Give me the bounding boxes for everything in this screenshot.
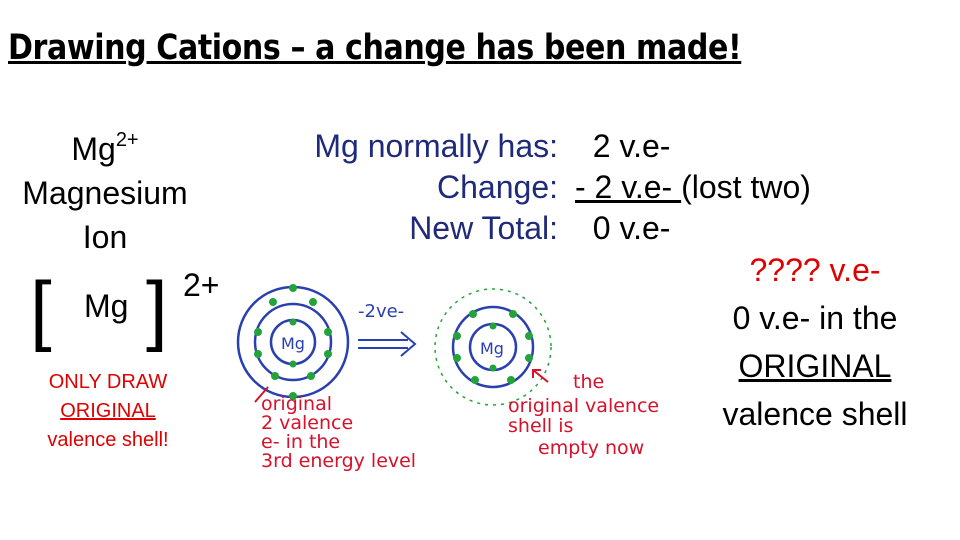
label-change: Change: xyxy=(437,169,558,205)
value-normal: 2 v.e- xyxy=(592,128,671,164)
answer-line4: valence shell xyxy=(722,396,908,432)
svg-text:empty now: empty now xyxy=(538,437,645,459)
svg-text:2 valence: 2 valence xyxy=(261,412,354,434)
svg-text:original valence: original valence xyxy=(508,395,660,417)
label-normal: Mg normally has: xyxy=(314,128,558,164)
bracket-symbol: Mg xyxy=(84,288,129,324)
svg-text:Mg: Mg xyxy=(281,334,305,353)
svg-text:original: original xyxy=(261,393,333,415)
value-change: - 2 v.e- (lost two) xyxy=(575,169,811,205)
ion-symbol: $Mg^{2+}$ xyxy=(71,129,139,167)
handdrawn-diagram xyxy=(233,272,678,472)
answer-line1: ???? v.e- xyxy=(749,252,881,288)
ion-kind: Ion xyxy=(82,219,128,255)
ion-name: Magnesium xyxy=(22,175,188,211)
answer-block xyxy=(690,246,940,438)
right-bracket: ] xyxy=(146,265,168,353)
calculation-labels xyxy=(268,126,558,249)
left-bracket: [ xyxy=(30,265,52,353)
answer-line3: ORIGINAL xyxy=(738,348,892,384)
atom-after xyxy=(435,289,551,405)
ion-description xyxy=(0,118,210,259)
svg-text:the: the xyxy=(573,371,605,393)
value-total: 0 v.e- xyxy=(592,210,671,246)
atom-before xyxy=(238,284,348,400)
label-total: New Total: xyxy=(409,210,558,246)
svg-text:3rd energy level: 3rd energy level xyxy=(261,450,417,472)
bracket-charge: 2+ xyxy=(183,267,220,303)
page-title: Drawing Cations – a change has been made! xyxy=(8,28,742,68)
annotation-empty xyxy=(508,370,659,459)
calculation-values xyxy=(575,126,811,249)
answer-line2: 0 v.e- in the xyxy=(732,300,898,336)
svg-text:e- in the: e- in the xyxy=(261,431,341,453)
instruction-note: ONLY DRAW ORIGINAL valence shell! xyxy=(47,371,169,451)
transition-arrow xyxy=(358,301,415,356)
svg-text:Mg: Mg xyxy=(480,339,504,358)
annotation-original xyxy=(255,387,416,472)
svg-text:shell is: shell is xyxy=(508,415,574,437)
svg-text:-2ve-: -2ve- xyxy=(358,301,405,322)
